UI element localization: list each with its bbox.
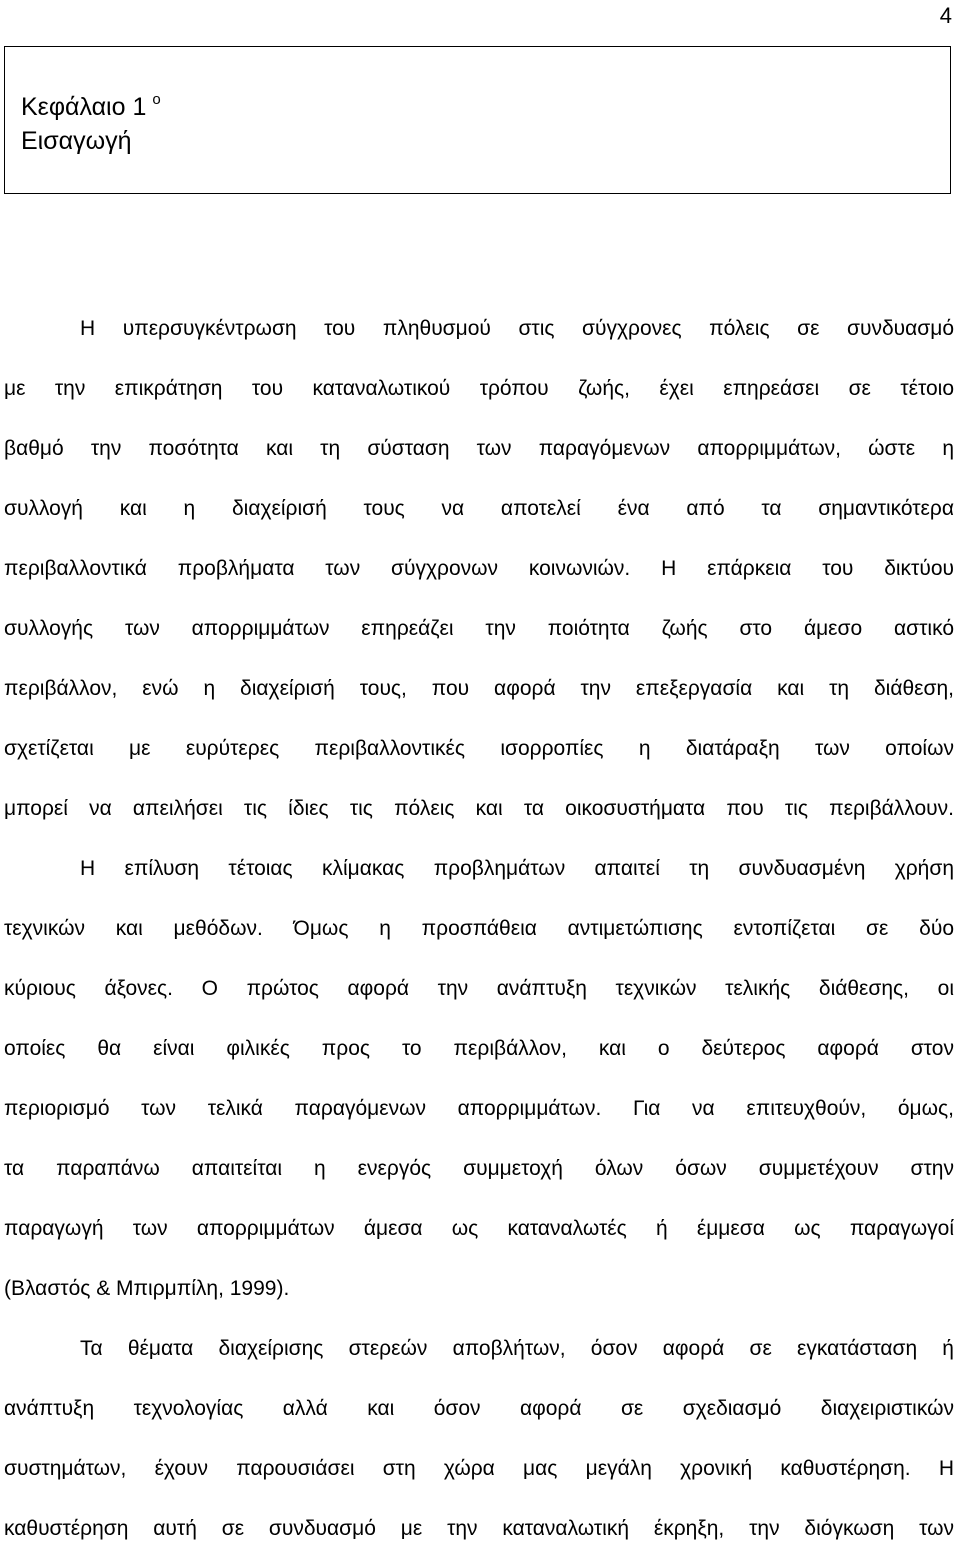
- paragraph-1: [4, 299, 954, 1319]
- text-line: καθυστέρηση αυτή σε συνδυασμό με την καταναλωτική έκρηξη, την διόγκωση των: [4, 1517, 954, 1540]
- text-line: συλλογής των απορριμμάτων επηρεάζει την ποιότητα ζωής στο άμεσο αστικό: [4, 617, 954, 640]
- chapter-subtitle: Εισαγωγή: [21, 127, 132, 155]
- page-number: 4: [939, 3, 952, 28]
- text-line: παραγωγή των απορριμμάτων άμεσα ως καταναλωτές ή έμμεσα ως παραγωγοί: [4, 1217, 954, 1240]
- text-line: με την επικράτηση του καταναλωτικού τρόπου ζωής, έχει επηρεάσει σε τέτοιο: [4, 377, 954, 400]
- text-line: μπορεί να απειλήσει τις ίδιες τις πόλεις και τα οικοσυστήματα που τις περιβάλλουν.: [4, 797, 954, 820]
- text-line: συστημάτων, έχουν παρουσιάσει στη χώρα μας μεγάλη χρονική καθυστέρηση. Η: [4, 1457, 954, 1480]
- text-line: Η υπερσυγκέντρωση του πληθυσμού στις σύγχρονες πόλεις σε συνδυασμό: [80, 317, 954, 340]
- text-line: κύριους άξονες. Ο πρώτος αφορά την ανάπτυξη τεχνικών τελικής διάθεσης, οι: [4, 977, 954, 1000]
- text-line: σχετίζεται με ευρύτερες περιβαλλοντικές ισορροπίες η διατάραξη των οποίων: [4, 737, 954, 760]
- chapter-ordinal-superscript: ο: [152, 91, 161, 108]
- text-line: περιορισμό των τελικά παραγόμενων απορριμμάτων. Για να επιτευχθούν, όμως,: [4, 1097, 954, 1120]
- text-line: οποίες θα είναι φιλικές προς το περιβάλλον, και ο δεύτερος αφορά στον: [4, 1037, 954, 1060]
- text-line: τεχνικών και μεθόδων. Όμως η προσπάθεια αντιμετώπισης εντοπίζεται σε δύο: [4, 917, 954, 940]
- text-line: τα παραπάνω απαιτείται η ενεργός συμμετοχή όλων όσων συμμετέχουν στην: [4, 1157, 954, 1180]
- text-line: βαθμό την ποσότητα και τη σύσταση των παραγόμενων απορριμμάτων, ώστε η: [4, 437, 954, 460]
- text-line: Η επίλυση τέτοιας κλίμακας προβλημάτων απαιτεί τη συνδυασμένη χρήση: [80, 857, 954, 880]
- text-line: περιβάλλον, ενώ η διαχείρισή τους, που αφορά την επεξεργασία και τη διάθεση,: [4, 677, 954, 700]
- paragraph-2: [4, 1319, 954, 1559]
- text-line: Τα θέματα διαχείρισης στερεών αποβλήτων, όσον αφορά σε εγκατάσταση ή: [80, 1337, 954, 1360]
- chapter-title: [21, 83, 950, 124]
- chapter-heading-box: [4, 46, 951, 194]
- text-line: (Βλαστός & Μπιρμπίλη, 1999).: [4, 1277, 290, 1300]
- text-line: συλλογή και η διαχείρισή τους να αποτελεί ένα από τα σημαντικότερα: [4, 497, 954, 520]
- text-line: περιβαλλοντικά προβλήματα των σύγχρονων κοινωνιών. Η επάρκεια του δικτύου: [4, 557, 954, 580]
- text-line: ανάπτυξη τεχνολογίας αλλά και όσον αφορά σε σχεδιασμό διαχειριστικών: [4, 1397, 954, 1420]
- body-text: [4, 299, 954, 1559]
- chapter-title-text: Κεφάλαιο 1: [21, 93, 147, 121]
